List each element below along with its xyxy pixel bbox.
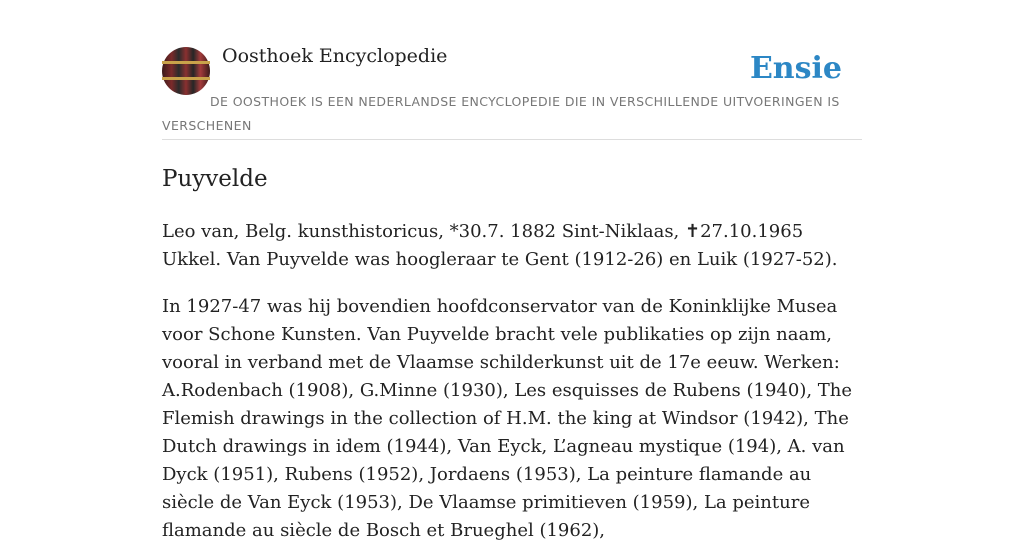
site-tagline: DE OOSTHOEK IS EEN NEDERLANDSE ENCYCLOPEDIE DIE IN VERSCHILLENDE UITVOERINGEN IS VERSCHENEN xyxy=(162,94,840,133)
content-container xyxy=(162,0,862,545)
article xyxy=(162,164,862,545)
article-title: Puyvelde xyxy=(162,166,268,192)
encyclopedia-avatar[interactable] xyxy=(162,47,210,95)
article-paragraph-2: In 1927-47 was hij bovendien hoofdconservator van de Koninklijke Musea voor Schone Kunsten. Van Puyvelde bracht vele publikaties op zijn naam, vooral in verband met de Vlaamse schilderkunst uit de 17e eeuw. Werken: A.Rodenbach (1908), G.Minne (1930), Les esquisses de Rubens (1940), The Flemish drawings in the collection of H.M. the king at Windsor (1942), The Dutch drawings in idem (1944), Van Eyck, L’agneau mystique (194), A. van Dyck (1951), Rubens (1952), Jordaens (1953), La peinture flamande au siècle de Van Eyck (1953), De Vlaamse primitieven (1959), La peinture flamande au siècle de Bosch et Brueghel (1962), xyxy=(162,296,853,541)
ensie-logo-link[interactable]: Ensie xyxy=(749,51,842,86)
article-paragraph-1: Leo van, Belg. kunsthistoricus, *30.7. 1882 Sint-Niklaas, ✝27.10.1965 Ukkel. Van Puyvelde was hoogleraar te Gent (1912-26) en Luik (1927-52). xyxy=(162,221,838,270)
site-header xyxy=(162,0,862,140)
site-name-link[interactable]: Oosthoek Encyclopedie xyxy=(222,45,448,67)
